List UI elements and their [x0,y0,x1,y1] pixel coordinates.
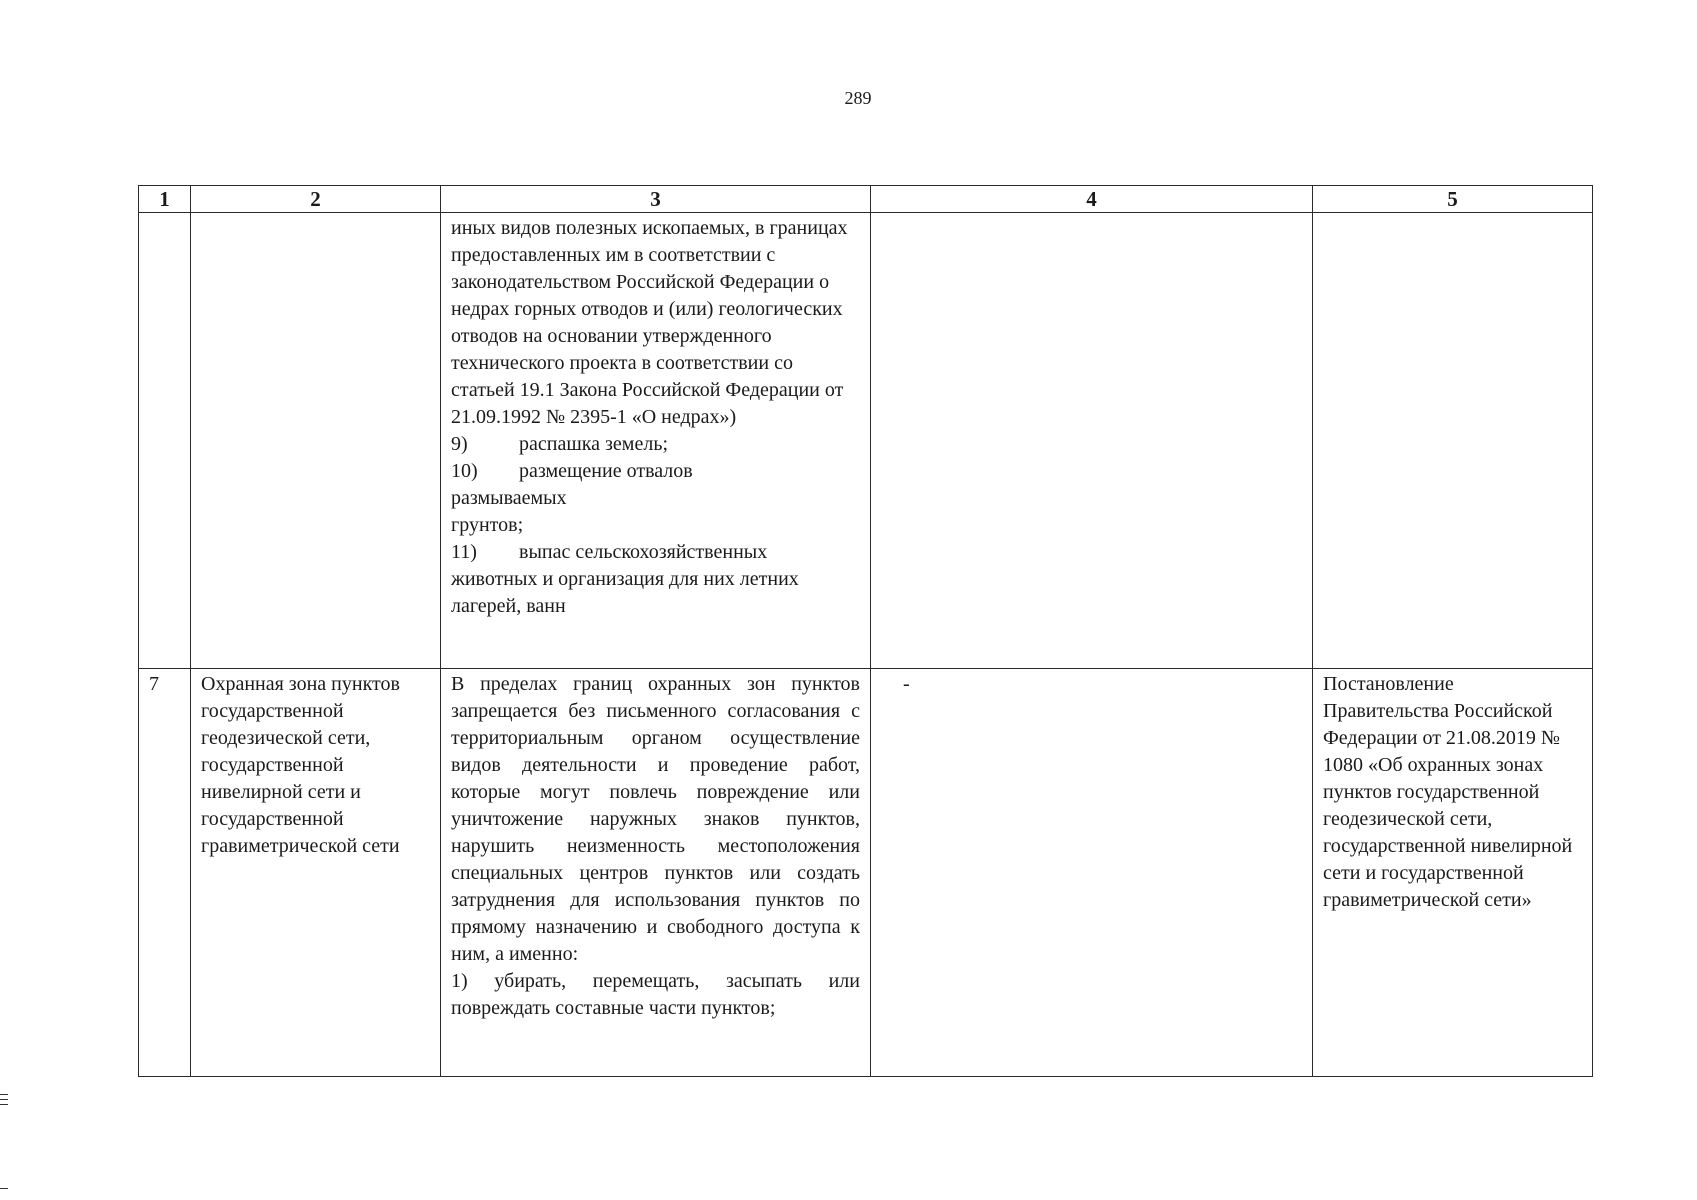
list-item-11-continuation: животных и организация для них летних лагерей, ванн [451,568,799,617]
cell-basis [1313,669,1593,1077]
column-header-5: 5 [1313,186,1593,213]
list-item-9-text: распашка земель; [519,433,668,455]
page-number: 289 [844,88,872,108]
table-row-7 [139,669,1593,1077]
col4-dash: - [903,673,910,695]
margin-tick [0,1094,8,1095]
legal-basis: Постановление Правительства Российской Федерации от 21.08.2019 № 1080 «Об охранных зонах пунктов государственной геодезической сети, государственной нивелирной сети и государственной гравиметрической сети» [1323,673,1573,911]
restrictions-text: В пределах границ охранных зон пунктов запрещается без письменного согласования с территориальным органом осуществление видов деятельности и проведение работ, которые могут повлечь повреждение или уничтожение наружных знаков пунктов, нарушить неизменность местоположения специальных центров пунктов или создать затруднения для использования пунктов по прямому назначению и свободного доступа к ним, а именно: [451,673,860,965]
cell-restrictions [441,669,871,1077]
row-number: 7 [149,673,159,695]
list-item-11-text: выпас сельскохозяйственных [519,541,768,563]
table-header-row [139,186,1593,213]
cell-col4-empty [871,213,1313,669]
list-item-11-number: 11) [451,541,477,563]
margin-tick [0,1104,8,1105]
restrictions-paragraph: иных видов полезных ископаемых, в границах предоставленных им в соответствии с законодательством Российской Федерации о недрах горных отводов и (или) геологических отводов на основании утвержденного технического проекта в соответствии со статьей 19.1 Закона Российской Федерации от 21.09.1992 № 2395-1 «О недрах») [451,217,848,428]
list-item-10 [451,458,860,485]
list-item-10-number: 10) [451,460,478,482]
cell-col4 [871,669,1313,1077]
list-item-9-number: 9) [451,433,468,455]
list-item-11 [451,539,860,566]
cell-row-number [139,669,191,1077]
list-item-9 [451,431,860,458]
margin-tick [0,1188,8,1189]
table-row-continuation [139,213,1593,669]
list-item-10-text: размещение отвалов [519,460,693,482]
cell-zone-name [191,669,441,1077]
margin-tick [0,1099,8,1100]
list-item-10-continuation-1: размываемых [451,487,567,509]
cell-restrictions-continued [441,213,871,669]
column-header-3: 3 [441,186,871,213]
restrictions-item-1: 1) убирать, перемещать, засыпать или повреждать составные части пунктов; [451,970,860,1019]
column-header-4: 4 [871,186,1313,213]
cell-name-empty [191,213,441,669]
zone-name: Охранная зона пунктов государственной геодезической сети, государственной нивелирной сети и государственной гравиметрической сети [201,673,400,857]
document-table [138,185,1593,1077]
column-header-1: 1 [139,186,191,213]
column-header-2: 2 [191,186,441,213]
cell-number-empty [139,213,191,669]
cell-basis-empty [1313,213,1593,669]
list-item-10-continuation-2: грунтов; [451,514,524,536]
